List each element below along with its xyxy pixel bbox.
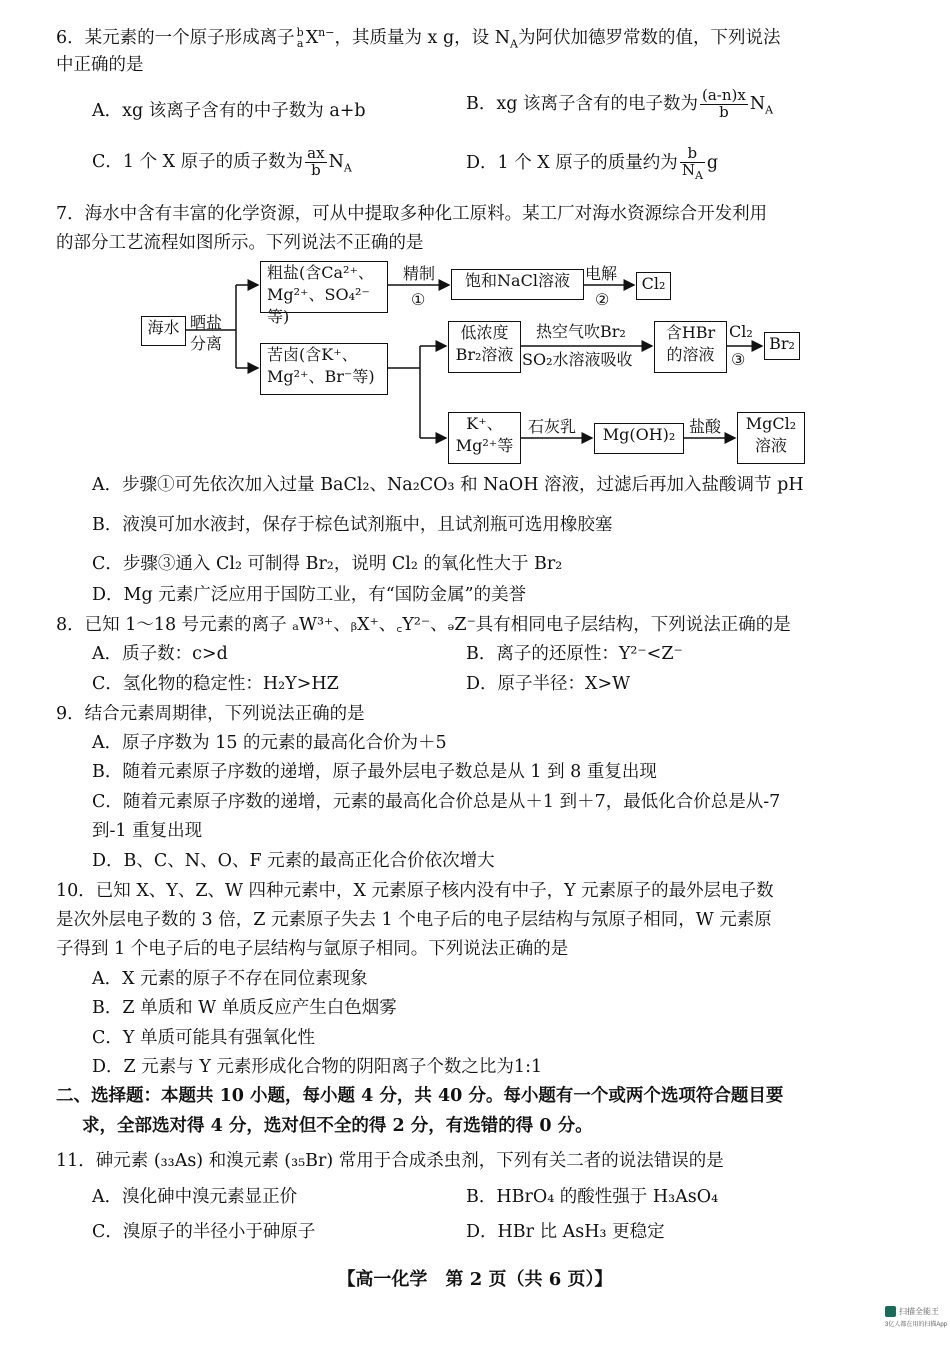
q9-option-c-line2: 到-1 重复出现 [92,821,203,841]
q9-option-b: B．随着元素原子序数的递增，原子最外层电子数总是从 1 到 8 重复出现 [92,762,657,782]
q9-stem: 9．结合元素周期律，下列说法正确的是 [56,704,365,724]
q6-option-d: D．1 个 X 原子的质量约为 $\frac{b}{N_A}$ g [466,144,719,182]
q11-option-d: D．HBr 比 AsH₃ 更稳定 [466,1222,665,1242]
q7-stem-line2: 的部分工艺流程如图所示。下列说法不正确的是 [56,233,424,253]
flow-cl2-box: Cl₂ [636,272,671,300]
q10-option-a: A．X 元素的原子不存在同位素现象 [92,969,368,989]
q8-option-a: A．质子数：c>d [92,644,228,664]
flow-electrolysis-label: 电解 [585,264,618,283]
q9-option-d: D．B、C、N、O、F 元素的最高正化合价依次增大 [92,851,495,871]
section2-heading-line1: 二、选择题：本题共 10 小题，每小题 4 分，共 40 分。每小题有一个或两个选项符合题目要 [56,1086,784,1106]
flow-hbr-box: 含HBr 的溶液 [654,321,727,373]
q8-option-c: C．氢化物的稳定性：H₂Y>HZ [92,674,339,694]
q7-option-d: D．Mg 元素广泛应用于国防工业，有“国防金属”的美誉 [92,585,527,605]
q10-stem-line2: 是次外层电子数的 3 倍，Z 元素原子失去 1 个电子后的电子层结构与氖原子相同，W 元素原 [56,910,772,930]
flow-mgoh2-box: Mg(OH)₂ [594,423,684,454]
q11-option-a: A．溴化砷中溴元素显正价 [92,1187,298,1207]
scanner-logo-icon [885,1306,896,1317]
q9-option-c-line1: C．随着元素原子序数的递增，元素的最高化合价总是从＋1 到＋7，最低化合价总是从-7 [92,792,781,812]
q10-stem-line1: 10．已知 X、Y、Z、W 四种元素中，X 元素原子核内没有中子，Y 元素原子的最外层电子数 [56,881,774,901]
flow-step3-label: ③ [731,350,746,369]
q7-option-b: B．液溴可加水液封，保存于棕色试剂瓶中，且试剂瓶可选用橡胶塞 [92,515,613,535]
q10-stem-line3: 子得到 1 个电子后的电子层结构与氩原子相同。下列说法正确的是 [56,939,569,959]
q6-option-b: B．xg 该离子含有的电子数为 $\frac{(a-n)x}{b}$ $N_A$ [466,86,774,121]
flow-brine-box: 苦卤(含K⁺、 Mg²⁺、Br⁻等) [260,343,388,395]
flow-br2-box: Br₂ [764,332,800,360]
flow-hotair-label: 热空气吹Br₂ [536,322,626,341]
q10-option-b: B．Z 单质和 W 单质反应产生白色烟雾 [92,998,397,1018]
q10-option-c: C．Y 单质可能具有强氧化性 [92,1028,316,1048]
q7-stem-line1: 7．海水中含有丰富的化学资源，可从中提取多种化工原料。某工厂对海水资源综合开发利用 [56,204,768,224]
watermark-subtitle: 3亿人都在用的扫描App [885,1322,948,1328]
q9-option-a: A．原子序数为 15 的元素的最高化合价为＋5 [92,733,447,753]
flow-seawater-box: 海水 [141,316,186,346]
flow-refine-label: 精制 [403,264,436,283]
watermark-title: 扫描全能王 [899,1307,939,1316]
flow-k-mg-box: K⁺、 Mg²⁺等 [448,412,521,464]
q11-option-c: C．溴原子的半径小于砷原子 [92,1222,316,1242]
q10-option-d: D．Z 元素与 Y 元素形成化合物的阴阳离子个数之比为1:1 [92,1057,543,1077]
q8-stem: 8．已知 1～18 号元素的离子 ₐW³⁺、ᵦX⁺、꜀Y²⁻、ₔZ⁻具有相同电子层结构，下列说法正确的是 [56,615,791,635]
section2-heading-line2: 求，全部选对得 4 分，选对但不全的得 2 分，有选错的得 0 分。 [82,1116,593,1136]
q8-option-b: B．离子的还原性：Y²⁻<Z⁻ [466,644,683,664]
page-footer: 【高一化学 第 2 页（共 6 页）】 [337,1269,613,1290]
q7-option-c: C．步骤③通入 Cl₂ 可制得 Br₂，说明 Cl₂ 的氧化性大于 Br₂ [92,554,563,574]
q6-stem-line1: 6．某元素的一个原子形成离子 b a $X^{n-}$，其质量为 x g，设 $N_A$为阿伏加德罗常数的值，下列说法 [56,26,781,51]
q7-option-a: A．步骤①可先依次加入过量 BaCl₂、Na₂CO₃ 和 NaOH 溶液，过滤后再加入盐酸调节 pH [92,475,804,495]
flow-low-br2-box: 低浓度 Br₂溶液 [448,321,521,373]
flow-lime-label: 石灰乳 [528,417,577,436]
flow-crude-salt-box: 粗盐(含Ca²⁺、 Mg²⁺、SO₄²⁻等) [260,261,388,313]
flow-mgcl2-box: MgCl₂ 溶液 [737,412,805,464]
q6-option-c: C．1 个 X 原子的质子数为 $\frac{ax}{b}$ $N_A$ [92,144,352,179]
flow-nacl-box: 饱和NaCl溶液 [451,269,584,300]
q8-option-d: D．原子半径：X>W [466,674,631,694]
q6-option-a: A．xg 该离子含有的中子数为 a+b [92,101,366,121]
flow-evap-label: 晒盐 [190,313,223,332]
q6-stem-line2: 中正确的是 [56,55,144,75]
flow-sep-label: 分离 [190,334,223,353]
flow-hcl-label: 盐酸 [689,417,722,436]
q11-stem: 11．砷元素 (₃₃As) 和溴元素 (₃₅Br) 常用于合成杀虫剂，下列有关二者的说法错误的是 [56,1151,724,1171]
q11-option-b: B．HBrO₄ 的酸性强于 H₃AsO₄ [466,1187,719,1207]
flow-so2-label: SO₂水溶液吸收 [522,350,633,369]
flow-step1-label: ① [411,290,426,309]
flow-step2-label: ② [595,290,610,309]
flow-cl2-label: Cl₂ [729,322,753,341]
